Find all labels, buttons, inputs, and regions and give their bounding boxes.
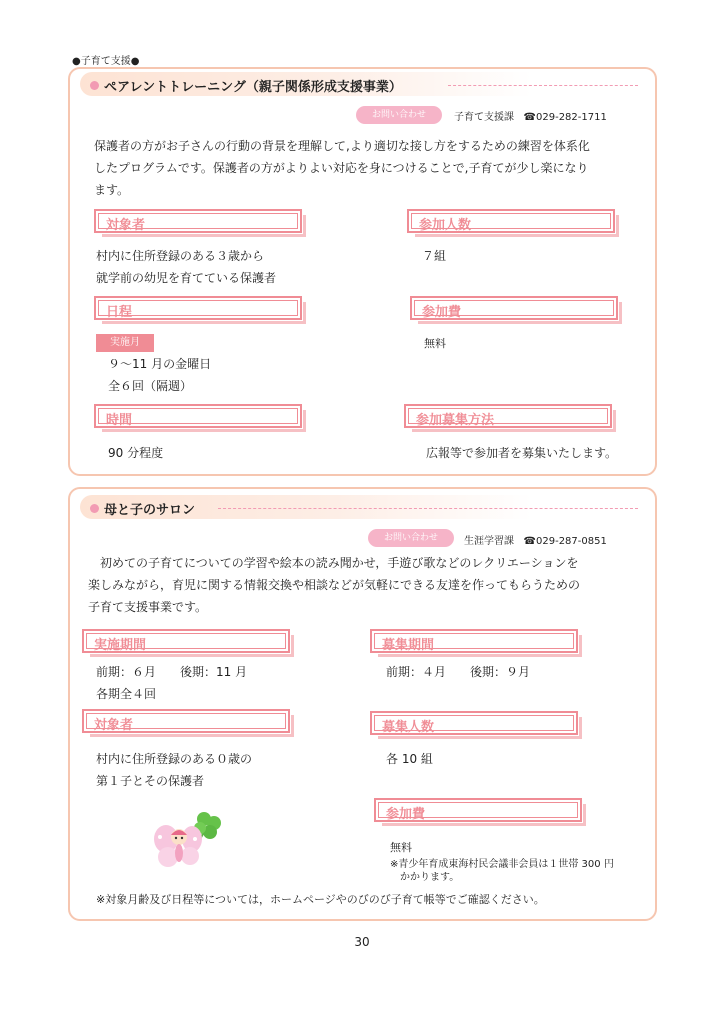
time-label-box: 時間 [94,404,302,428]
method-label-box: 参加募集方法 [404,404,612,428]
schedule-label-box: 日程 [94,296,302,320]
contact-info [464,532,607,547]
contact-dept: 子育て支援課 [454,112,514,123]
mother-child-salon-card [68,487,657,921]
capacity-value: ７組 [422,249,447,263]
title-dashed-line [448,85,638,86]
footnote: ※対象月齢及び日程等については，ホームページやのびのび子育て帳等でご確認ください。 [96,893,545,906]
target-value: 村内に住所登録のある３歳から 就学前の幼児を育てている保護者 [96,249,277,285]
schedule-badge: 実施月 [96,334,154,352]
fee-value: 無料 [424,337,446,350]
target-label-box: 対象者 [82,709,290,733]
section-tag: ●子育て支援● [72,56,140,67]
target-label-box: 対象者 [94,209,302,233]
recruit-count-value: 各 10 組 [386,752,433,766]
parent-training-card [68,67,657,476]
schedule-value: ９～11 月の金曜日 全６回（隔週） [108,357,212,393]
period-label-box: 実施期間 [82,629,290,653]
time-value: 90 分程度 [108,446,164,460]
bullet-dot [90,504,99,513]
intro-paragraph: 初めての子育てについての学習や絵本の読み聞かせ，手遊び歌などのレクリエーションを 楽しみながら，育児に関する情報交換や相談などが気軽にできる友達を作ってもらうための 子育て支援事業です。 [88,556,581,614]
recruit-period-value: 前期：４月 後期：９月 [386,665,531,679]
butterfly-icon [154,825,202,867]
butterfly-clover-illustration [148,809,228,871]
card-title: 母と子のサロン [104,503,196,518]
recruit-period-label-box: 募集期間 [370,629,578,653]
recruit-count-label-box: 募集人数 [370,711,578,735]
bullet-dot [90,81,99,90]
fee-value: 無料 [390,841,412,854]
contact-phone: ☎029-282-1711 [523,112,607,123]
method-value: 広報等で参加者を募集いたします。 [426,446,618,460]
capacity-label-box: 参加人数 [407,209,615,233]
card-title: ペアレントトレーニング（親子関係形成支援事業） [104,80,402,95]
contact-dept: 生涯学習課 [464,536,514,547]
fee-note: ※青少年育成東海村民会議非会員は１世帯 300 円 かかります。 [390,859,614,883]
fee-label-box: 参加費 [374,798,582,822]
contact-pill: お問い合わせ [368,529,454,547]
contact-pill: お問い合わせ [356,106,442,124]
contact-info [454,108,607,123]
contact-phone: ☎029-287-0851 [523,536,607,547]
target-value: 村内に住所登録のある０歳の 第１子とその保護者 [96,752,253,788]
period-value: 前期：６月 後期：11 月 各期全４回 [96,665,248,701]
intro-paragraph: 保護者の方がお子さんの行動の背景を理解して,より適切な接し方をするための練習を体系化 したプログラムです。保護者の方がよりよい対応を身につけることで,子育てが少し楽になり ます。 [94,139,590,197]
page-number: 30 [354,935,370,949]
title-dashed-line [218,508,638,509]
fee-label-box: 参加費 [410,296,618,320]
